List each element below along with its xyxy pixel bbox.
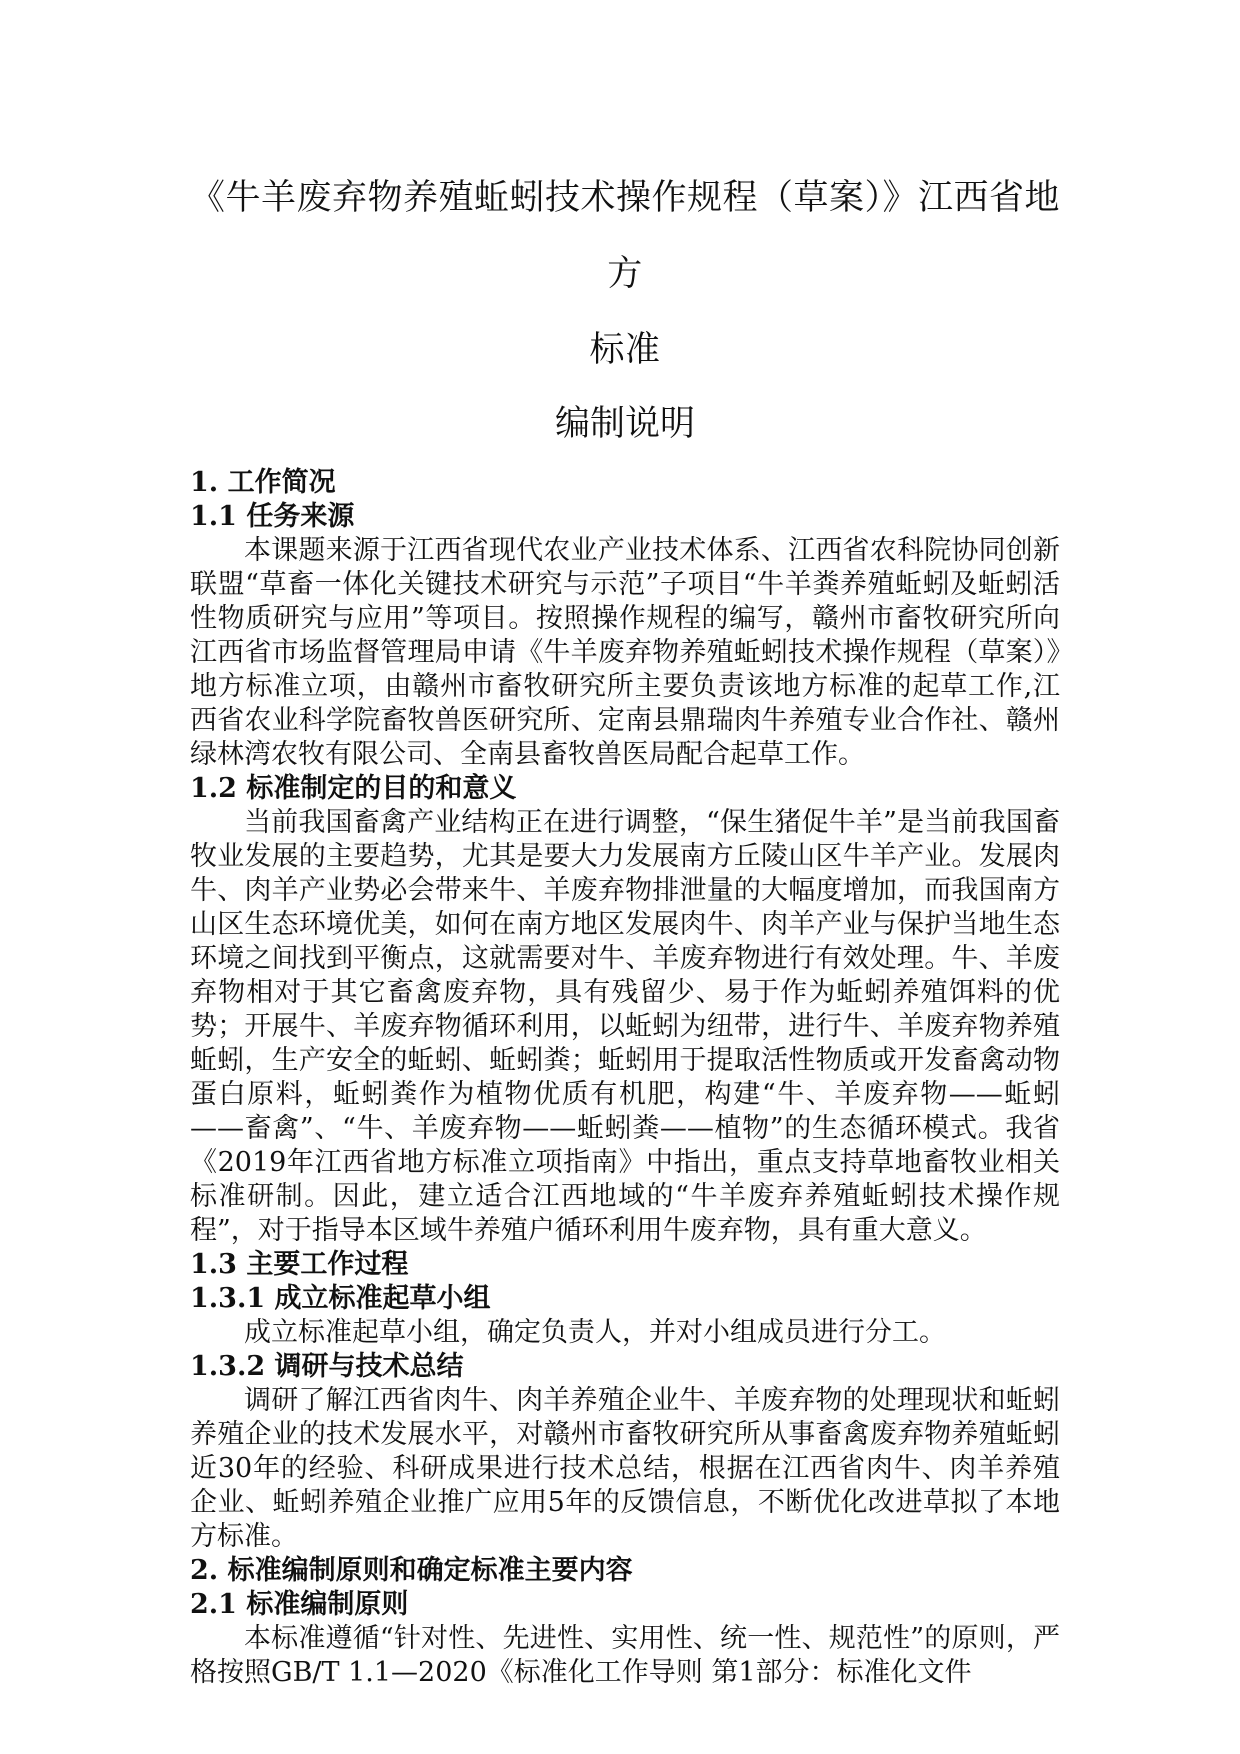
document-body <box>190 466 1060 1690</box>
body-paragraph: 当前我国畜禽产业结构正在进行调整，“保生猪促牛羊”是当前我国畜牧业发展的主要趋势，尤其是要大力发展南方丘陵山区牛羊产业。发展肉牛、肉羊产业势必会带来牛、羊废弃物排泄量的大幅度增加，而我国南方山区生态环境优美，如何在南方地区发展肉牛、肉羊产业与保护当地生态环境之间找到平衡点，这就需要对牛、羊废弃物进行有效处理。牛、羊废弃物相对于其它畜禽废弃物，具有残留少、易于作为蚯蚓养殖饵料的优势；开展牛、羊废弃物循环利用，以蚯蚓为纽带，进行牛、羊废弃物养殖蚯蚓，生产安全的蚯蚓、蚯蚓粪；蚯蚓用于提取活性物质或开发畜禽动物蛋白原料，蚯蚓粪作为植物优质有机肥，构建“牛、羊废弃物——蚯蚓——畜禽”、“牛、羊废弃物——蚯蚓粪——植物”的生态循环模式。我省《2019年江西省地方标准立项指南》中指出，重点支持草地畜牧业相关标准研制。因此，建立适合江西地域的“牛羊废弃养殖蚯蚓技术操作规程”，对于指导本区域牛养殖户循环利用牛废弃物，具有重大意义。 <box>190 807 1060 1246</box>
section-heading: 1. 工作简况 <box>190 467 336 498</box>
body-paragraph: 成立标准起草小组，确定负责人，并对小组成员进行分工。 <box>244 1317 946 1348</box>
section-heading: 2. 标准编制原则和确定标准主要内容 <box>190 1555 633 1586</box>
document-title-line1: 《牛羊废弃物养殖蚯蚓技术操作规程（草案）》江西省地方 <box>190 178 1061 294</box>
body-paragraph: 本标准遵循“针对性、先进性、实用性、统一性、规范性”的原则，严格按照GB/T 1.1—2020《标准化工作导则 第1部分：标准化文件 <box>190 1623 1060 1688</box>
section-heading: 2.1 标准编制原则 <box>190 1589 409 1620</box>
body-paragraph: 本课题来源于江西省现代农业产业技术体系、江西省农科院协同创新联盟“草畜一体化关键技术研究与示范”子项目“牛羊粪养殖蚯蚓及蚯蚓活性物质研究与应用”等项目。按照操作规程的编写，赣州市畜牧研究所向江西省市场监督管理局申请《牛羊废弃物养殖蚯蚓技术操作规程（草案）》地方标准立项，由赣州市畜牧研究所主要负责该地方标准的起草工作,江西省农业科学院畜牧兽医研究所、定南县鼎瑞肉牛养殖专业合作社、赣州绿林湾农牧有限公司、全南县畜牧兽医局配合起草工作。 <box>190 535 1060 770</box>
section-heading: 1.3 主要工作过程 <box>190 1249 409 1280</box>
document-page <box>190 160 1060 1690</box>
section-heading: 1.2 标准制定的目的和意义 <box>190 773 517 804</box>
section-heading: 1.3.2 调研与技术总结 <box>190 1351 464 1382</box>
section-heading: 1.1 任务来源 <box>190 501 355 532</box>
body-paragraph: 调研了解江西省肉牛、肉羊养殖企业牛、羊废弃物的处理现状和蚯蚓养殖企业的技术发展水平，对赣州市畜牧研究所从事畜禽废弃物养殖蚯蚓近30年的经验、科研成果进行技术总结，根据在江西省肉牛、肉羊养殖企业、蚯蚓养殖企业推广应用5年的反馈信息，不断优化改进草拟了本地方标准。 <box>190 1385 1060 1552</box>
document-title-line2: 标准 <box>589 330 661 370</box>
document-subtitle: 编制说明 <box>554 404 695 444</box>
section-heading: 1.3.1 成立标准起草小组 <box>190 1283 491 1314</box>
